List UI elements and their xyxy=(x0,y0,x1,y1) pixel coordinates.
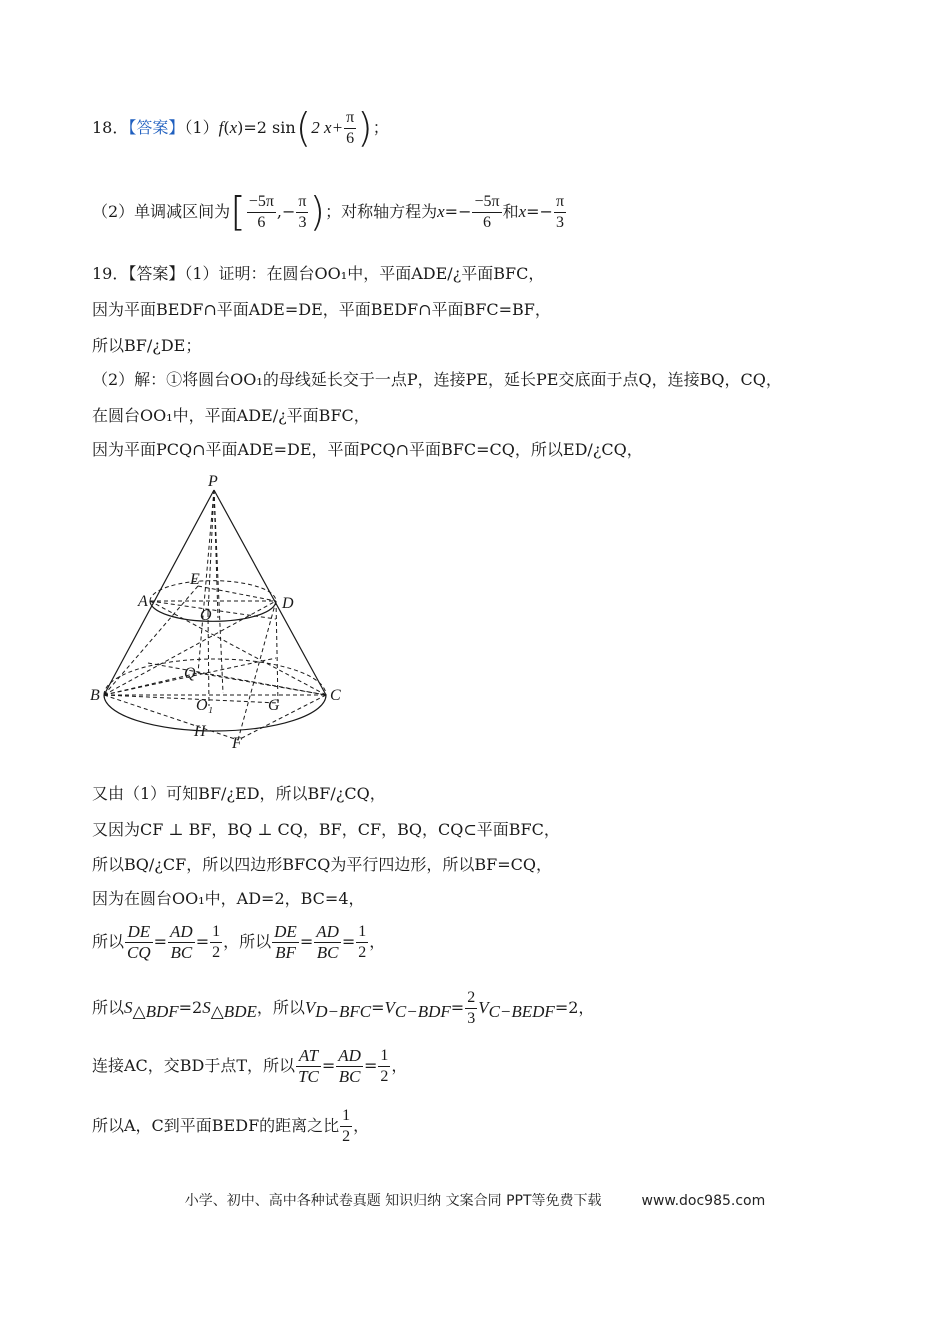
fraction: $\frac{1}{2}$ xyxy=(212,923,221,961)
fraction: $\frac{AD}{BC}$ xyxy=(316,922,339,962)
q18-line1: 18．【答案】（1）f(x)=2 sin(2 x+ $\frac{\pi}{6}$ )； xyxy=(92,105,389,152)
fraction: $\frac{1}{2}$ xyxy=(380,1047,389,1085)
q19-line: 又因为CF ⊥ BF，BQ ⊥ CQ，BF，CF，BQ，CQ⊂平面BFC， xyxy=(92,820,560,839)
fraction: $\frac{AD}{BC}$ xyxy=(338,1046,361,1086)
fraction: $\frac{1}{2}$ xyxy=(342,1107,351,1145)
footer-url[interactable]: www.doc985.com xyxy=(641,1193,766,1209)
label-b: B xyxy=(90,687,100,704)
label-a: A xyxy=(138,593,148,610)
fraction: $\frac{-5\pi}{6}$ xyxy=(474,193,500,231)
q19-line: 又由（1）可知BF/¿ED，所以BF/¿CQ， xyxy=(92,784,386,803)
area-line: 所以$S_{\triangle BDF}=2S_{\triangle BDE}$，所以$V_{D-BFC}=V_{C-BDF}=$ $\frac{2}{3}$ $V_{C-BEDF}=2$， xyxy=(92,989,595,1027)
fraction: $\frac{-5\pi}{6}$ xyxy=(248,193,274,231)
q18-line2: （2）单调减区间为[ $\frac{-5\pi}{6}$ ,− $\frac{\pi}{3}$ )；对称轴方程为x=− $\frac{-5\pi}{6}$ 和x=− $\frac{\pi}{3}$ xyxy=(92,189,565,236)
label-e: E xyxy=(190,571,200,588)
label-c: C xyxy=(330,687,341,704)
footer-text: 小学、初中、高中各种试卷真题 知识归纳 文案合同 PPT等免费下载 xyxy=(184,1193,602,1209)
fraction: $\frac{\pi}{3}$ xyxy=(298,193,307,231)
label-g: G xyxy=(268,697,280,714)
q19-line: 19．【答案】（1）证明：在圆台OO₁中，平面ADE/¿平面BFC， xyxy=(92,264,545,283)
fraction: $\frac{\pi}{3}$ xyxy=(555,193,565,231)
label-f: F xyxy=(232,735,242,752)
ac-line: 连接AC，交BD于点T，所以 $\frac{AT}{TC}$ = $\frac{AD}{BC}$ = $\frac{1}{2}$ ， xyxy=(92,1046,408,1086)
q19-line: 因为在圆台OO₁中，AD=2，BC=4， xyxy=(92,889,365,908)
answer-tag: 【答案】 xyxy=(128,118,185,137)
q19-line: 在圆台OO₁中，平面ADE/¿平面BFC， xyxy=(92,406,370,425)
bottom-ellipse-front xyxy=(104,695,326,731)
label-p: P xyxy=(208,473,218,490)
q19-line: 因为平面BEDF∩平面ADE=DE，平面BEDF∩平面BFC=BF， xyxy=(92,300,551,319)
label-q: Q xyxy=(184,665,196,682)
q19-line: 所以BF/¿DE； xyxy=(92,336,202,355)
fraction: $\frac{1}{2}$ xyxy=(358,923,367,961)
fraction: $\frac{AD}{BC}$ xyxy=(170,922,193,962)
q19-line: 所以BQ/¿CF，所以四边形BFCQ为平行四边形，所以BF=CQ， xyxy=(92,855,553,874)
label-h: H xyxy=(194,723,206,740)
label-o: O xyxy=(200,607,212,624)
fraction: $\frac{2}{3}$ xyxy=(467,989,476,1027)
distance-line: 所以A，C到平面BEDF的距离之比 $\frac{1}{2}$ ， xyxy=(92,1107,370,1145)
frustum-figure xyxy=(88,468,348,758)
fraction: $\frac{DE}{CQ}$ xyxy=(127,922,151,962)
q19-line: （2）解：①将圆台OO₁的母线延长交于一点P，连接PE，延长PE交底面于点Q，连接BQ，CQ， xyxy=(92,370,782,389)
fraction: $\frac{\pi}{6}$ xyxy=(346,109,355,147)
q19-line: 因为平面PCQ∩平面ADE=DE，平面PCQ∩平面BFC=CQ，所以ED/¿CQ， xyxy=(92,440,643,459)
top-ellipse-back xyxy=(150,581,276,601)
label-d: D xyxy=(282,595,294,612)
page-footer xyxy=(0,1190,950,1210)
label-o1: O₁ xyxy=(196,697,214,714)
fraction: $\frac{DE}{BF}$ xyxy=(274,922,297,962)
ratio-line: 所以 $\frac{DE}{CQ}$ = $\frac{AD}{BC}$ = $\frac{1}{2}$ ，所以 $\frac{DE}{BF}$ = $\frac{AD}{BC}$ = $\frac{1}{2}$ ， xyxy=(92,922,386,962)
fraction: $\frac{AT}{TC}$ xyxy=(298,1046,319,1086)
